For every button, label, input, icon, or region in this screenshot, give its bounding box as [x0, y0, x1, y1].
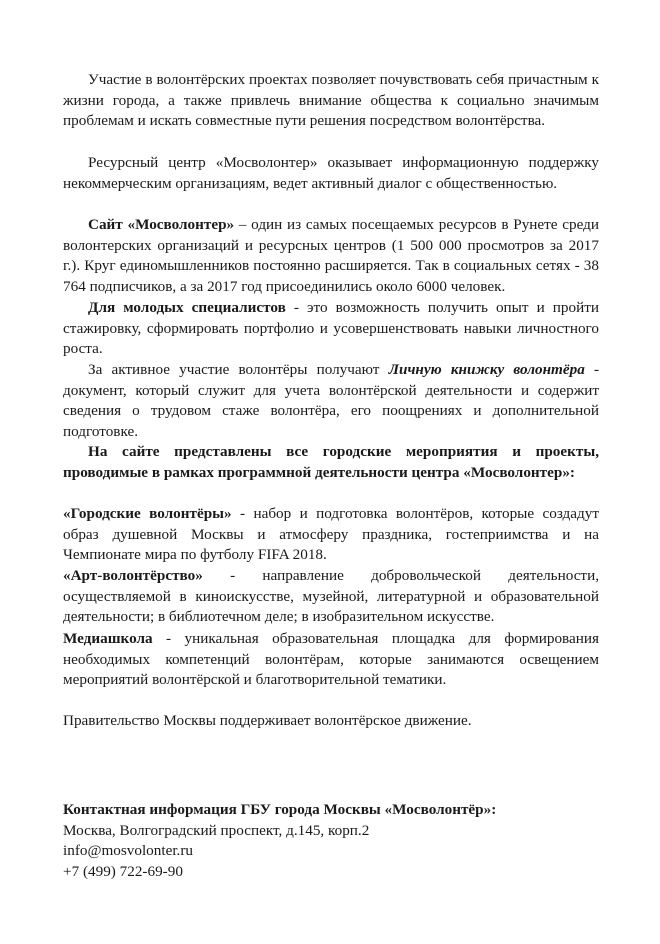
bold-term-volunteer-book: Личную книжку волонтёра — [388, 361, 585, 378]
paragraph-city-volunteers: «Городские волонтёры» - набор и подготовка волонтёров, которые создадут образ душевной Москвы и атмосферу праздника, гостеприимства и на Чемпионате мира по футболу FIFA 2018. — [63, 505, 599, 564]
paragraph-media-school: Медиашкола - уникальная образовательная площадка для формирования необходимых компетенций волонтёрам, которые занимаются освещением мероприятий волонтёрской и благотворительной тематики. — [63, 630, 599, 689]
paragraph-site: Сайт «Мосволонтер» – один из самых посещаемых ресурсов в Рунете среди волонтерских организаций и ресурсных центров (1 500 000 просмотров за 2017 г.). Круг единомышленников постоянно расширяется. Так в социальных сетях - 38 764 подписчиков, а за 2017 год присоединились около 6000 человек. — [63, 216, 599, 295]
contact-address: Москва, Волгоградский проспект, д.145, корп.2 — [63, 821, 370, 839]
paragraph-resource-center: Ресурсный центр «Мосволонтер» оказывает информационную поддержку некоммерческим организациям, ведет активный диалог с общественностью. — [63, 154, 599, 192]
bold-term-young-specialists: Для молодых специалистов — [88, 299, 286, 316]
bold-term-media-school: Медиашкола — [63, 630, 153, 647]
section-heading: На сайте представлены все городские мероприятия и проекты, проводимые в рамках программной деятельности центра «Мосволонтер»: — [63, 443, 599, 481]
paragraph-young-specialists: Для молодых специалистов - это возможность получить опыт и пройти стажировку, сформировать портфолио и усовершенствовать навыки личностного роста. — [63, 299, 599, 358]
contact-title: Контактная информация ГБУ города Москвы «Мосволонтёр»: — [63, 801, 497, 818]
contact-email[interactable]: info@mosvolonter.ru — [63, 842, 193, 860]
contact-phone[interactable]: +7 (499) 722-69-90 — [63, 862, 183, 880]
bold-term-art-volunteering: «Арт-волонтёрство» — [63, 567, 203, 584]
bold-term-city-volunteers: «Городские волонтёры» — [63, 505, 232, 522]
paragraph-government-support: Правительство Москвы поддерживает волонтёрское движение. — [63, 712, 472, 729]
paragraph-volunteer-book: За активное участие волонтёры получают Личную книжку волонтёра - документ, который служит для учета волонтёрской деятельности и содержит сведения о трудовом стаже волонтёра, его поощрениях и дополнительной подготовке. — [63, 361, 599, 440]
paragraph-art-volunteering: «Арт-волонтёрство» - направление добровольческой деятельности, осуществляемой в киноискусстве, музейной, литературной и образовательной деятельности; в библиотечном деле; в изобразительном искусстве. — [63, 567, 599, 626]
bold-term-site: Сайт «Мосволонтер» — [88, 216, 235, 233]
contact-block — [63, 800, 603, 882]
paragraph-intro: Участие в волонтёрских проектах позволяет почувствовать себя причастным к жизни города, а также привлечь внимание общества к социально значимым проблемам и искать совместные пути решения посредством волонтёрства. — [63, 71, 599, 130]
